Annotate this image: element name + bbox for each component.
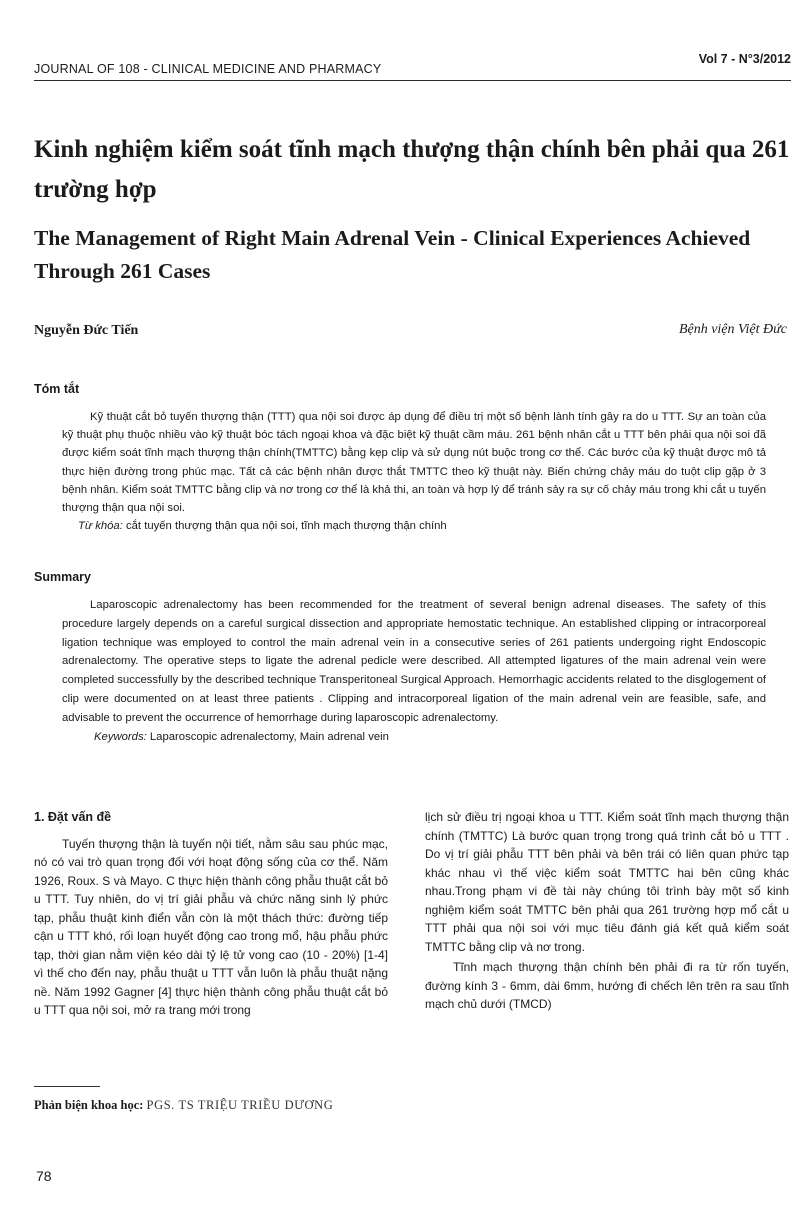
reviewer-name: PGS. TS TRIỆU TRIỀU DƯƠNG (146, 1098, 334, 1112)
summary-heading: Summary (34, 570, 91, 584)
intro-paragraph-2: Tĩnh mạch thượng thận chính bên phải đi ra từ rốn tuyến, đường kính 3 - 6mm, dài 6mm, hướng đi chếch lên trên ra sau tĩnh mạch chủ dưới (TMCD) (425, 960, 789, 1011)
abstract-vi-body: Kỹ thuật cắt bỏ tuyến thượng thận (TTT) qua nội soi được áp dụng để điều trị một số bệnh lành tính gây ra do u TTT. Sự an toàn của kỹ thuật phụ thuộc nhiều vào kỹ thuật bóc tách ngoại khoa và đặc biệt kỹ thuật cầm máu. 261 bệnh nhân cắt u TTT bên phải qua nội soi đã được kiểm soát tĩnh mạch thượng thận chính(TMTTC) bằng kẹp clip và sử dụng nút buộc trong cơ thể. Các bước của kỹ thuật được mô tả thực hiện đường trong phúc mạc. Tất cả các bệnh nhân được thắt TMTTC theo kỹ thuật này. Biến chứng chảy máu do tuột clip gặp ở 3 bệnh nhân. Kiểm soát TMTTC bằng clip và nơ trong cơ thể là khả thi, an toàn và hợp lý để tránh sảy ra sự cố chảy máu trong khi cắt u tuyến thượng thận qua nội soi. (62, 411, 766, 515)
page-number: 78 (36, 1168, 52, 1184)
keywords-en-label: Keywords: (94, 730, 147, 743)
title-vietnamese: Kinh nghiệm kiểm soát tĩnh mạch thượng thận chính bên phải qua 261 trường hợp (34, 136, 790, 203)
keywords-vi-label: Từ khóa: (78, 520, 123, 533)
author-affiliation: Bệnh viện Việt Đức (678, 322, 787, 337)
page-header (34, 50, 791, 84)
intro-heading: 1. Đặt vấn đề (34, 810, 112, 824)
title-english: The Management of Right Main Adrenal Vein - Clinical Experiences Achieved Through 261 Cases (34, 226, 751, 283)
journal-name: JOURNAL OF 108 - CLINICAL MEDICINE AND PHARMACY (34, 62, 382, 76)
abstract-vietnamese (62, 408, 766, 535)
keywords-vi-text: cắt tuyến thượng thận qua nội soi, tĩnh mạch thượng thận chính (125, 520, 447, 533)
abstract-en-keywords (62, 728, 766, 747)
reviewer-label: Phản biện khoa học: (34, 1098, 144, 1112)
abstract-english (62, 596, 766, 746)
body-column-right (425, 808, 789, 1014)
volume-number: Vol 7 - N°3/2012 (698, 52, 791, 66)
footnote-rule (34, 1086, 100, 1087)
abstract-vi-heading: Tóm tắt (34, 382, 80, 396)
abstract-vi-keywords (62, 517, 766, 535)
body-column-left (34, 808, 388, 1020)
keywords-en-text: Laparoscopic adrenalectomy, Main adrenal vein (149, 730, 389, 743)
header-rule (34, 80, 791, 81)
author-name: Nguyễn Đức Tiến (34, 323, 139, 338)
intro-paragraph-1: Tuyến thượng thận là tuyến nội tiết, nằm sâu sau phúc mạc, nó có vai trò quan trọng đối với hoạt động sống của cơ thể. Năm 1926, Roux. S và Mayo. C thực hiện thành công phẫu thuật cắt bỏ u TTT. Tuy nhiên, do vị trí giải phẫu và chức năng sinh lý phức tạp, phẫu thuật kinh điển vẫn còn là một thách thức: đường tiếp cận u TTT khó, rối loạn huyết động cao trong mổ, hậu phẫu phức tạp, thời gian nằm viện kéo dài tỷ lệ tử vong cao (10 - 20%) [1-4] vì thế cho đến nay, phẫu thuật u TTT vẫn luôn là phẫu thuật nặng nề. Năm 1992 Gagner [4] thực hiện thành công phẫu thuật cắt bỏ u TTT qua nội soi, mở ra trang mới trong (34, 836, 388, 1017)
intro-paragraph-1-continued: lịch sử điều trị ngoại khoa u TTT. Kiểm soát tĩnh mạch thượng thận chính (TMTTC) Là bước quan trọng trong quá trình cắt bỏ u TTT . Do vị trí giải phẫu TTT bên phải và bên trái có liên quan phức tạp khác nhau vì thế việc kiểm soát TMTTC hai bên cũng khác nhau.Trong phạm vi đề tài này chúng tôi trình bày một số kinh nghiệm kiểm soát TMTTC bên phải qua 261 trường hợp mổ cắt u TTT phải qua nội soi với mục tiêu đánh giá kết quả kiểm soát TMTTC bằng clip và nơ trong. (425, 810, 789, 954)
abstract-en-body: Laparoscopic adrenalectomy has been recommended for the treatment of several benign adrenal diseases. The safety of this procedure largely depends on a careful surgical dissection and appropriate hemostatic technique. An established clipping or intracorporeal ligation technique was employed to control the main adrenal vein in a consecutive series of 261 patients undergoing right Endoscopic adrenalectomy. The operative steps to ligate the adrenal pedicle were described. All attempted ligatures of the main adrenal vein were completed successfully by the described technique Transperitoneal Surgical Approach. Hemorrhagic accidents related to the disglogement of clip were documented on at least three patients . Clipping and intracorporeal ligation of the main adrenal vein are feasible, safe, and advisable to prevent the occurrence of hemorrhage during laparoscopic adrenalectomy. (62, 599, 766, 724)
reviewer-footnote (34, 1098, 333, 1113)
